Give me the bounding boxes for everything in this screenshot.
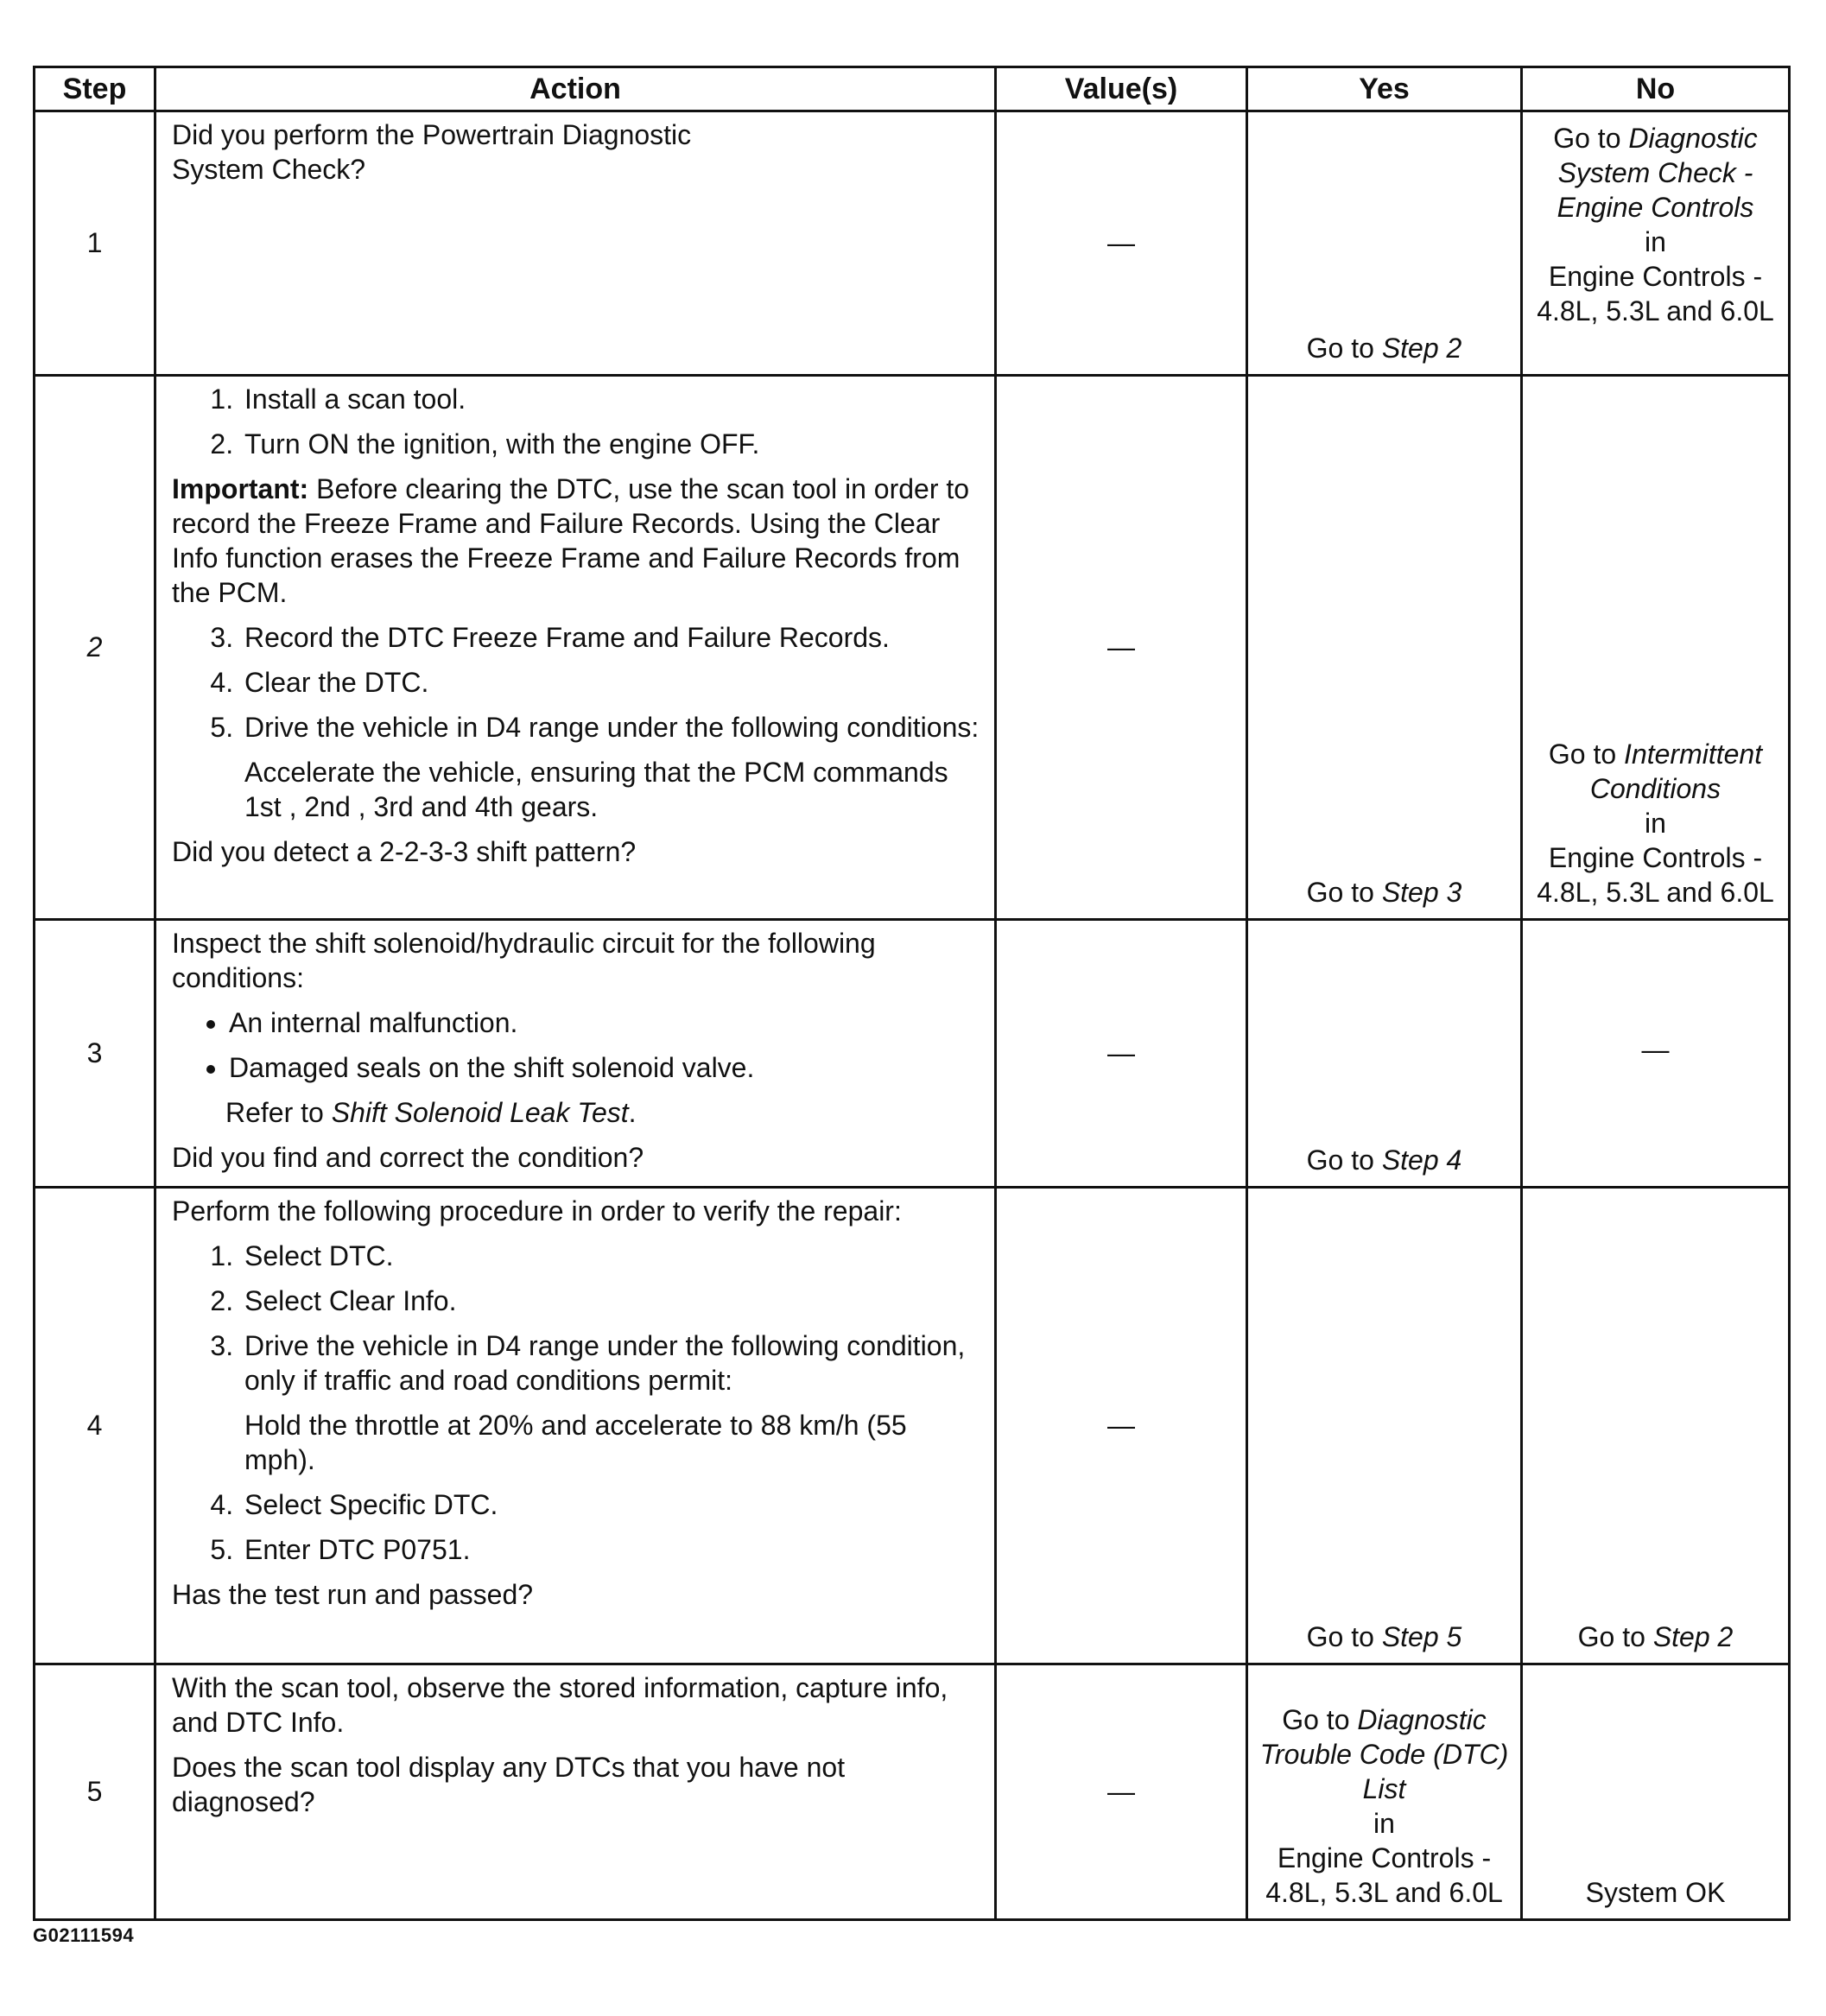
no-prefix: Go to xyxy=(1548,739,1625,770)
value-cell: — xyxy=(996,920,1247,1188)
procedure-list-a xyxy=(172,1239,982,1477)
procedure-list-b xyxy=(172,1487,982,1567)
header-row xyxy=(35,67,1790,111)
step-number: 2 xyxy=(35,376,155,920)
condition-item xyxy=(229,1050,982,1085)
important-text: Before clearing the DTC, use the scan tool in order to record the Freeze Frame and Failure Records. Using the Clear Info function erases the Freeze Frame and Failure Records from the PCM. xyxy=(172,473,970,608)
value-cell: — xyxy=(996,376,1247,920)
yes-cell xyxy=(1247,1188,1522,1664)
refer-prefix: Refer to xyxy=(225,1097,332,1128)
table-row-step-1 xyxy=(35,111,1790,376)
action-cell xyxy=(155,376,996,920)
yes-link[interactable]: Step 2 xyxy=(1381,333,1462,364)
action-cell xyxy=(155,1188,996,1664)
no-cell: System OK xyxy=(1522,1664,1790,1920)
no-cell xyxy=(1522,1188,1790,1664)
procedure-list-a xyxy=(172,382,982,461)
refer-note xyxy=(225,1095,982,1130)
procedure-step: 2. Select Clear Info. xyxy=(241,1284,982,1318)
procedure-substep: Hold the throttle at 20% and accelerate to 88 km/h (55 mph). xyxy=(244,1410,907,1475)
table-row-step-5 xyxy=(35,1664,1790,1920)
condition-list xyxy=(172,1005,982,1085)
no-link[interactable]: Step 2 xyxy=(1652,1621,1734,1652)
important-label: Important: xyxy=(172,473,309,504)
yes-link[interactable]: Step 4 xyxy=(1381,1144,1462,1176)
header-values: Value(s) xyxy=(996,67,1247,111)
header-step: Step xyxy=(35,67,155,111)
value-cell: — xyxy=(996,1664,1247,1920)
procedure-step: 1. Select DTC. xyxy=(241,1239,982,1273)
procedure-step: 3. Record the DTC Freeze Frame and Failure Records. xyxy=(241,620,982,655)
question: Does the scan tool display any DTCs that you have not diagnosed? xyxy=(172,1752,846,1817)
no-manual: Engine Controls - 4.8L, 5.3L and 6.0L xyxy=(1537,261,1774,326)
header-no: No xyxy=(1522,67,1790,111)
diagnostic-table xyxy=(33,66,1791,1921)
procedure-list-b xyxy=(172,620,982,824)
figure-id: G02111594 xyxy=(33,1924,135,1946)
no-prefix: Go to xyxy=(1553,123,1629,154)
step-number: 4 xyxy=(35,1188,155,1664)
yes-cell xyxy=(1247,920,1522,1188)
no-link[interactable]: Diagnostic System Check - Engine Controls xyxy=(1557,123,1758,223)
yes-link[interactable]: Step 3 xyxy=(1381,877,1462,908)
yes-prefix: Go to xyxy=(1282,1704,1358,1735)
no-link[interactable]: Intermittent Conditions xyxy=(1589,739,1763,804)
yes-cell xyxy=(1247,111,1522,376)
question: Has the test run and passed? xyxy=(172,1579,534,1610)
value-cell: — xyxy=(996,1188,1247,1664)
yes-manual: Engine Controls - 4.8L, 5.3L and 6.0L xyxy=(1265,1842,1503,1908)
procedure-substep: Accelerate the vehicle, ensuring that the PCM commands 1st , 2nd , 3rd and 4th gears. xyxy=(244,757,948,822)
yes-cell xyxy=(1247,1664,1522,1920)
no-cell xyxy=(1522,111,1790,376)
yes-link[interactable]: Step 5 xyxy=(1381,1621,1462,1652)
table-row-step-4 xyxy=(35,1188,1790,1664)
no-in: in xyxy=(1645,226,1666,257)
refer-link[interactable]: Shift Solenoid Leak Test xyxy=(331,1097,629,1128)
header-action: Action xyxy=(155,67,996,111)
procedure-step: 1. Install a scan tool. xyxy=(241,382,982,416)
no-cell: — xyxy=(1522,920,1790,1188)
yes-in: in xyxy=(1373,1808,1395,1839)
procedure-step: 4. Select Specific DTC. xyxy=(241,1487,982,1522)
step-number: 1 xyxy=(35,111,155,376)
action-cell xyxy=(155,111,996,376)
action-cell xyxy=(155,920,996,1188)
yes-prefix: Go to xyxy=(1306,877,1382,908)
intro-text: Perform the following procedure in order to verify the repair: xyxy=(172,1195,902,1227)
condition-item: • An internal malfunction. xyxy=(229,1005,982,1040)
action-text: With the scan tool, observe the stored information, capture info, and DTC Info. xyxy=(172,1672,948,1738)
condition-text: Damaged seals on the shift solenoid valve. xyxy=(229,1052,755,1083)
no-in: in xyxy=(1645,808,1666,839)
yes-prefix: Go to xyxy=(1306,1144,1382,1176)
no-manual: Engine Controls - 4.8L, 5.3L and 6.0L xyxy=(1537,842,1774,908)
yes-prefix: Go to xyxy=(1306,333,1382,364)
procedure-step xyxy=(241,1328,982,1477)
no-prefix: Go to xyxy=(1577,1621,1653,1652)
question: Did you find and correct the condition? xyxy=(172,1142,644,1173)
step-number: 3 xyxy=(35,920,155,1188)
important-note xyxy=(172,472,982,610)
action-text: Did you perform the Powertrain Diagnostic System Check? xyxy=(172,119,692,185)
intro-text: Inspect the shift solenoid/hydraulic circuit for the following conditions: xyxy=(172,928,876,993)
question: Did you detect a 2-2-3-3 shift pattern? xyxy=(172,836,637,867)
refer-end: . xyxy=(628,1097,637,1128)
action-cell xyxy=(155,1664,996,1920)
yes-prefix: Go to xyxy=(1306,1621,1382,1652)
procedure-step: 5. Enter DTC P0751. xyxy=(241,1532,982,1567)
procedure-step xyxy=(241,710,982,824)
table-row-step-3 xyxy=(35,920,1790,1188)
value-cell: — xyxy=(996,111,1247,376)
yes-link[interactable]: Diagnostic Trouble Code (DTC) List xyxy=(1259,1704,1509,1804)
step-number: 5 xyxy=(35,1664,155,1920)
yes-cell xyxy=(1247,376,1522,920)
table-row-step-2 xyxy=(35,376,1790,920)
procedure-step-text: Drive the vehicle in D4 range under the following condition, only if traffic and road conditions permit: xyxy=(244,1330,966,1396)
procedure-step: 4. Clear the DTC. xyxy=(241,665,982,700)
procedure-step-text: Drive the vehicle in D4 range under the following conditions: xyxy=(244,712,980,743)
procedure-step: 2. Turn ON the ignition, with the engine OFF. xyxy=(241,427,982,461)
no-cell xyxy=(1522,376,1790,920)
header-yes: Yes xyxy=(1247,67,1522,111)
